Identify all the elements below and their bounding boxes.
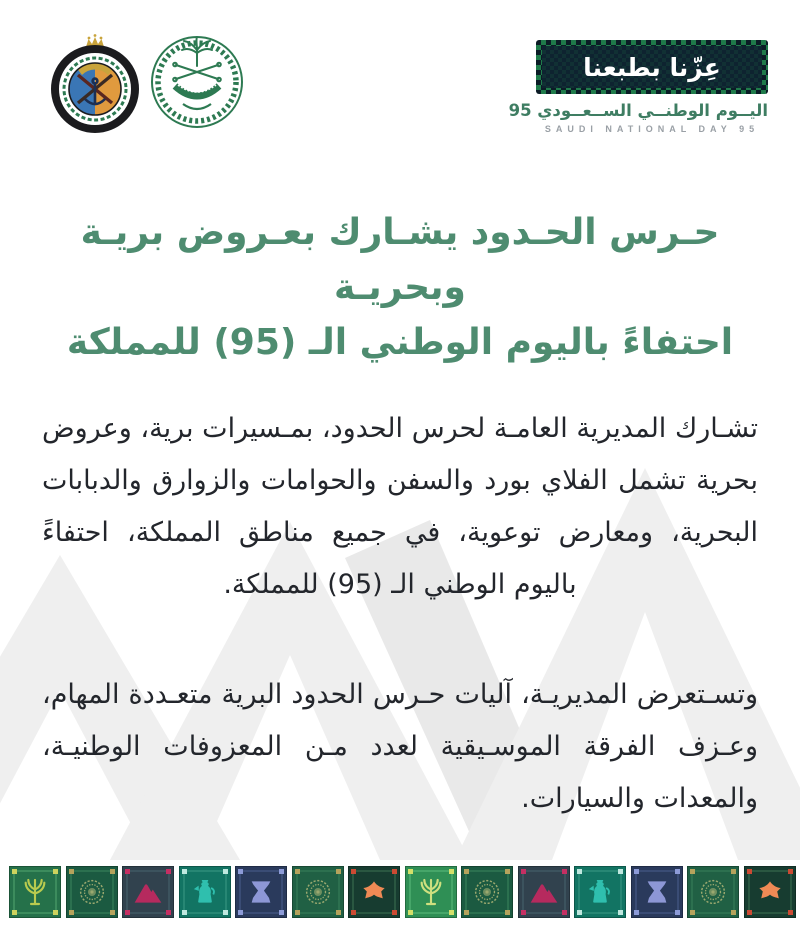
national-day-slogan-plate bbox=[536, 40, 768, 94]
border-guard-emblem bbox=[50, 31, 140, 133]
body-paragraph-2: وتسـتعرض المديريـة، آليات حـرس الحدود البرية متعـددة المهام، وعـزف الفرقة الموسـيقية لعدد مـن المعزوفات الوطنيـة، والمعدات والسيارات. bbox=[42, 679, 758, 814]
body-paragraph-1: تشـارك المديرية العامـة لحرس الحدود، بمـسيرات برية، وعروض بحرية تشمل الفلاي بورد والسفن والحوامات والزوارق والدبابات البحرية، ومعارض توعوية، في جميع مناطق المملكة، احتفاءً باليوم الوطني الـ (95) للمملكة. bbox=[42, 413, 758, 600]
sadu-tile-mandala bbox=[461, 866, 513, 918]
sadu-tile-mountain bbox=[122, 866, 174, 918]
sadu-motif-icon bbox=[641, 876, 673, 908]
sadu-motif-icon bbox=[245, 876, 277, 908]
sadu-tile-dallah bbox=[574, 866, 626, 918]
sadu-motif-icon bbox=[302, 876, 334, 908]
header bbox=[0, 0, 800, 150]
sadu-tile-tree bbox=[9, 866, 61, 918]
ministry-of-interior-emblem bbox=[147, 34, 247, 130]
national-day-title-english: SAUDI NATIONAL DAY 95 bbox=[544, 124, 760, 134]
sadu-tile-dallah bbox=[179, 866, 231, 918]
national-day-title-arabic: اليــوم الوطنــي الســعــودي 95 bbox=[508, 101, 768, 120]
sadu-tile-tree bbox=[405, 866, 457, 918]
sadu-tile-falcon bbox=[348, 866, 400, 918]
headline-line-2: احتفاءً باليوم الوطني الـ (95) للمملكة bbox=[66, 322, 734, 363]
sadu-motif-icon bbox=[76, 876, 108, 908]
headline bbox=[40, 205, 760, 370]
sadu-motif-icon bbox=[358, 876, 390, 908]
sadu-motif-icon bbox=[584, 876, 616, 908]
sadu-motif-icon bbox=[471, 876, 503, 908]
sadu-tile-falcon bbox=[744, 866, 796, 918]
headline-line-1: حـرس الحـدود يشـارك بعـروض بريـة وبحريـة bbox=[80, 212, 720, 308]
national-day-logo bbox=[508, 40, 768, 134]
sadu-motif-icon bbox=[528, 876, 560, 908]
sadu-motif-icon bbox=[754, 876, 786, 908]
sadu-band bbox=[9, 866, 796, 918]
sadu-tile-vase bbox=[631, 866, 683, 918]
sadu-motif-icon bbox=[415, 876, 447, 908]
national-day-slogan: عِزّنا بطبعنا bbox=[542, 46, 762, 88]
sadu-motif-icon bbox=[132, 876, 164, 908]
sadu-tile-mountain bbox=[518, 866, 570, 918]
sadu-motif-icon bbox=[19, 876, 51, 908]
sadu-tile-vase bbox=[235, 866, 287, 918]
sadu-tile-mandala bbox=[292, 866, 344, 918]
sadu-motif-icon bbox=[189, 876, 221, 908]
sadu-tile-mandala bbox=[66, 866, 118, 918]
sadu-motif-icon bbox=[697, 876, 729, 908]
sadu-tile-mandala bbox=[687, 866, 739, 918]
